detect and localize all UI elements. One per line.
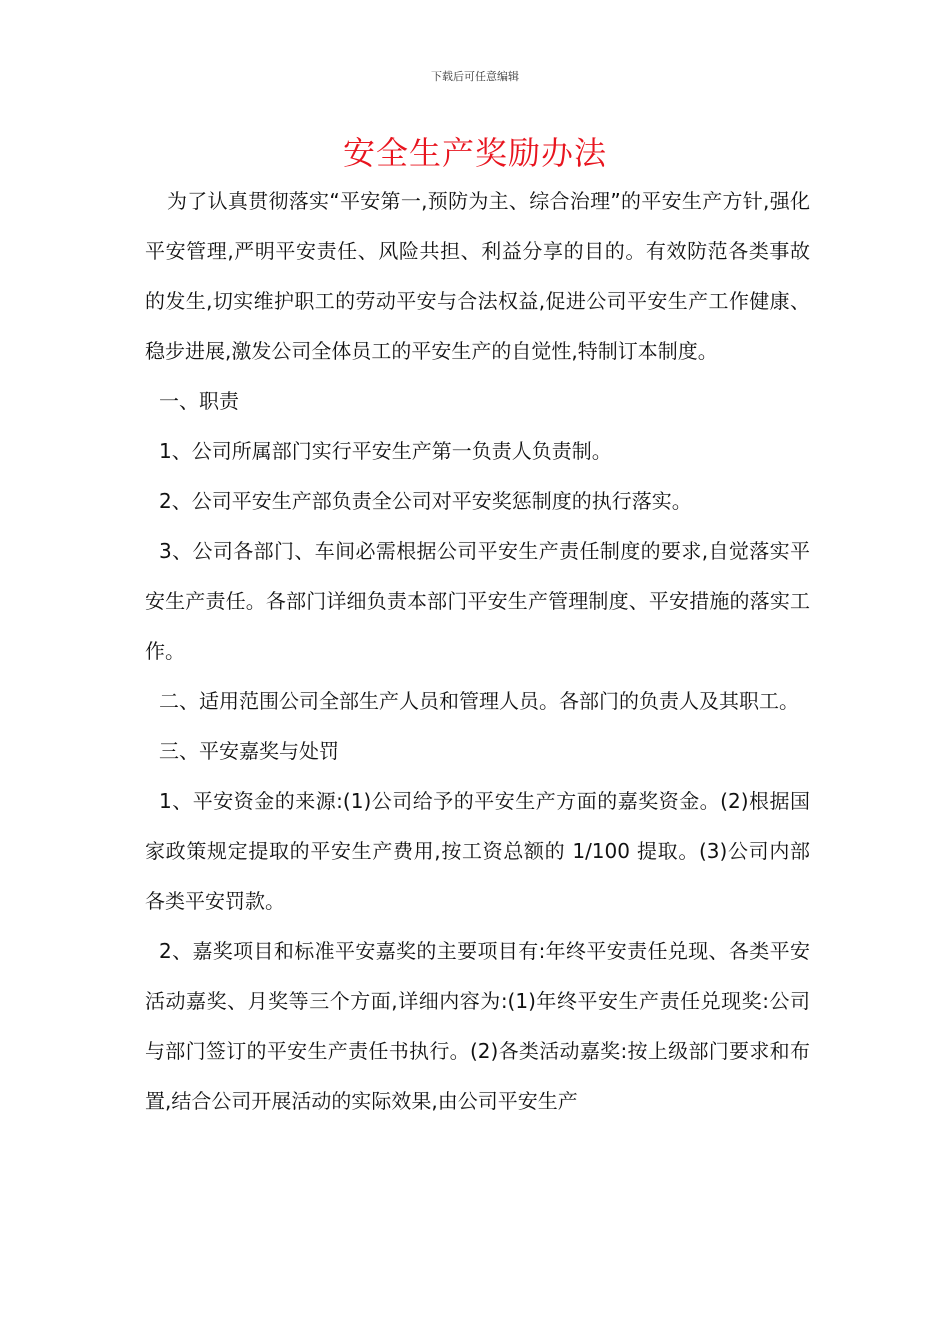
header-note: 下载后可任意编辑 (431, 70, 519, 83)
reward-item-2: 2、嘉奖项目和标准平安嘉奖的主要项目有:年终平安责任兑现、各类平安活动嘉奖、月奖等三个方面,详细内容为:(1)年终平安生产责任兑现奖:公司与部门签订的平安生产责任书执行。(2)各类活动嘉奖:按上级部门要求和布置,结合公司开展活动的实际效果,由公司平安生产 (145, 939, 810, 1113)
intro-paragraph: 为了认真贯彻落实“平安第一,预防为主、综合治理”的平安生产方针,强化平安管理,严明平安责任、风险共担、利益分享的目的。有效防范各类事故的发生,切实维护职工的劳动平安与合法权益,促进公司平安生产工作健康、稳步进展,激发公司全体员工的平安生产的自觉性,特制订本制度。 (145, 189, 810, 363)
document-title: 安全生产奖励办法 (342, 134, 607, 172)
duty-item-1: 1、公司所属部门实行平安生产第一负责人负责制。 (159, 439, 612, 463)
section-heading-duties: 一、职责 (159, 389, 239, 413)
section-heading-rewards: 三、平安嘉奖与处罚 (159, 739, 339, 763)
reward-item-1: 1、平安资金的来源:(1)公司给予的平安生产方面的嘉奖资金。(2)根据国家政策规定提取的平安生产费用,按工资总额的 1/100 提取。(3)公司内部各类平安罚款。 (145, 789, 810, 913)
duty-item-3: 3、公司各部门、车间必需根据公司平安生产责任制度的要求,自觉落实平安生产责任。各部门详细负责本部门平安生产管理制度、平安措施的落实工作。 (145, 539, 810, 663)
duty-item-2: 2、公司平安生产部负责全公司对平安奖惩制度的执行落实。 (159, 489, 692, 513)
document-body (145, 176, 810, 1126)
section-scope: 二、适用范围公司全部生产人员和管理人员。各部门的负责人及其职工。 (159, 689, 799, 713)
